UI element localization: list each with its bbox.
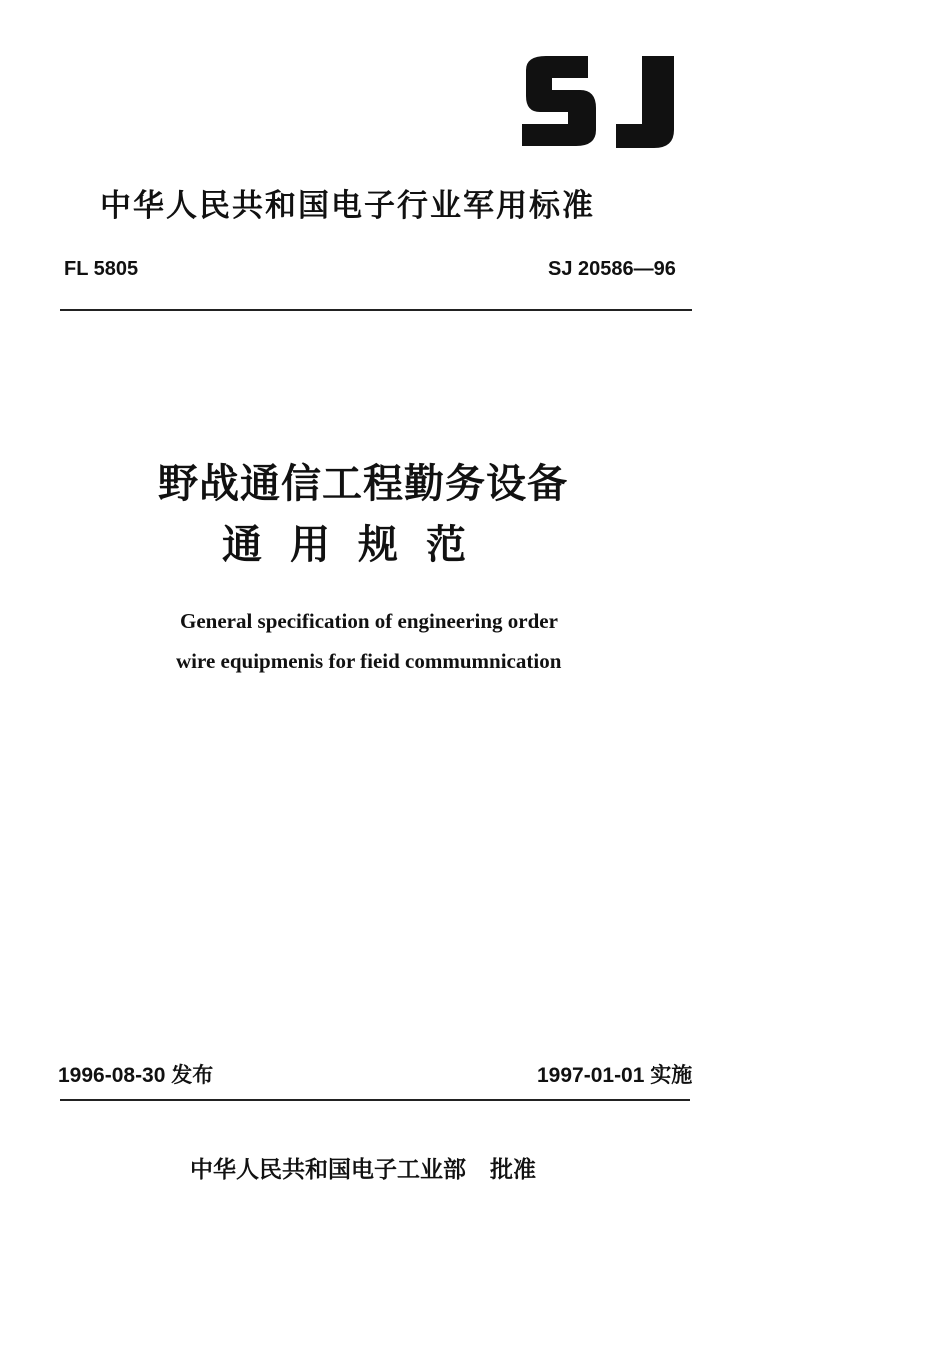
document-subtitle: 通用规范	[222, 522, 494, 568]
english-title-line-1: General specification of engineering order	[180, 609, 558, 633]
standard-number: SJ 20586—96	[548, 258, 676, 280]
logo-letter-j	[616, 56, 674, 148]
standard-category-title: 中华人民共和国电子行业军用标准	[100, 188, 595, 224]
logo-letter-s	[522, 56, 596, 146]
english-title-line-2: wire equipmenis for fieid commumnication	[176, 649, 562, 673]
approval-line	[190, 1151, 536, 1184]
issue-date: 1996-08-30 发布	[58, 1064, 214, 1087]
sj-logo	[518, 52, 682, 152]
classification-code: FL 5805	[64, 258, 139, 280]
bottom-divider	[60, 1099, 690, 1101]
top-divider	[60, 309, 692, 311]
approval-label: 批准	[490, 1157, 536, 1183]
document-title: 野战通信工程勤务设备	[158, 461, 568, 507]
approving-authority: 中华人民共和国电子工业部	[190, 1157, 466, 1183]
effective-date: 1997-01-01 实施	[537, 1064, 693, 1087]
